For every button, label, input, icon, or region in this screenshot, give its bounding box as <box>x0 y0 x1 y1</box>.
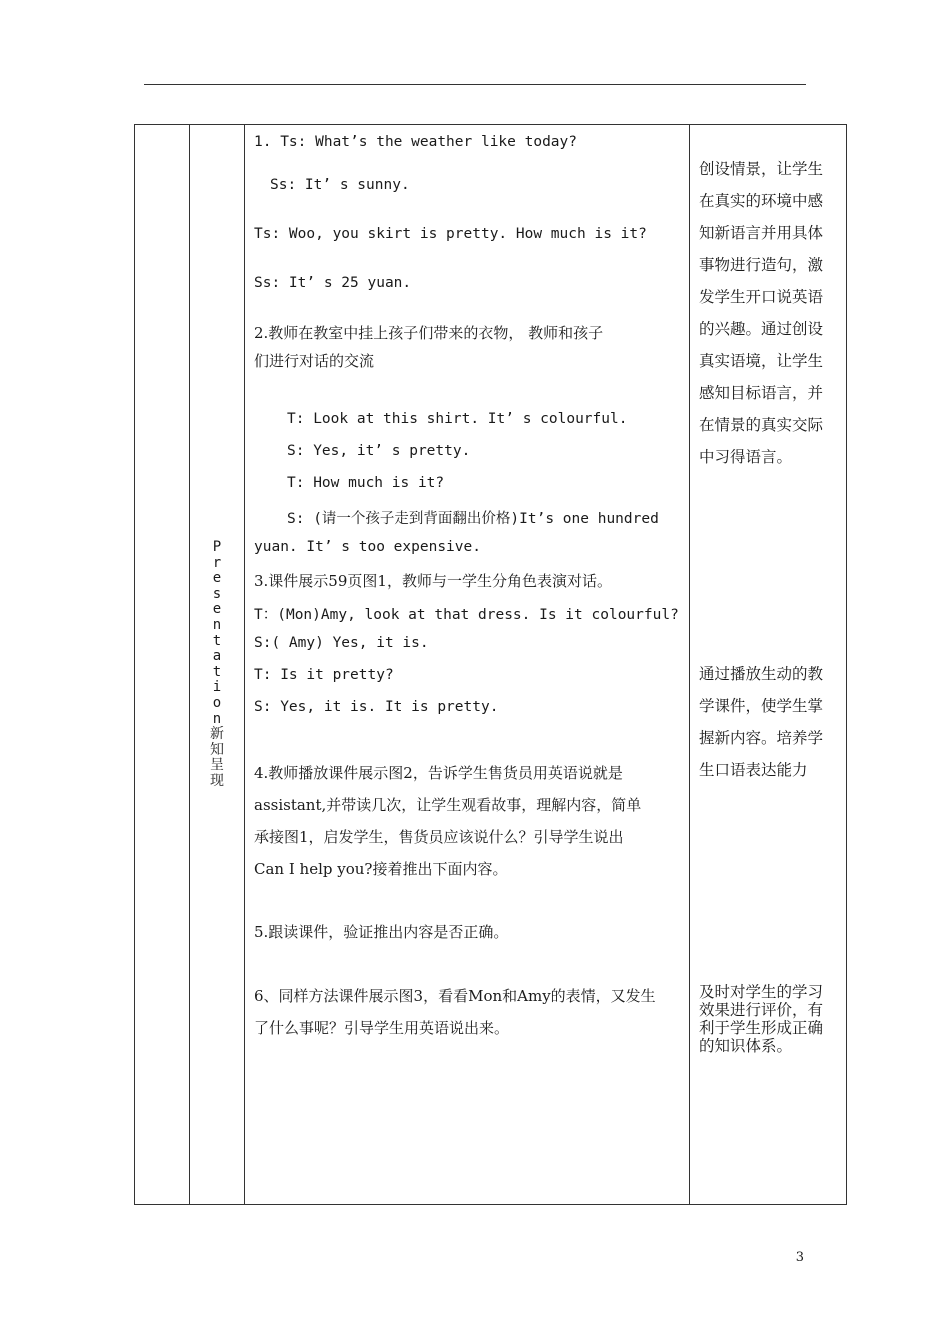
stage-label <box>190 540 244 790</box>
content-line: Can I help you?接着推出下面内容。 <box>254 860 508 878</box>
content-line: yuan. It’ s too expensive. <box>254 539 481 555</box>
stage-chinese: 新知呈现 <box>210 726 224 789</box>
content-line: S: (请一个孩子走到背面翻出价格)It’s one hundred <box>287 511 659 527</box>
content-line: 3.课件展示59页图1，教师与一学生分角色表演对话。 <box>254 572 612 590</box>
stage-english: Presentation <box>212 539 222 727</box>
content-line: 了什么事呢？引导学生用英语说出来。 <box>254 1019 510 1037</box>
content-line: S: Yes, it is. It is pretty. <box>254 699 499 715</box>
content-line: 们进行对话的交流 <box>254 352 375 370</box>
content-line: T：(Mon)Amy, look at that dress. Is it colourful? <box>254 607 679 623</box>
content-line: 承接图1，启发学生，售货员应该说什么？引导学生说出 <box>254 828 624 846</box>
content-line: T: How much is it? <box>287 475 445 491</box>
content-line: Ss: It’ s sunny. <box>270 177 410 193</box>
content-line: 1. Ts: What’s the weather like today? <box>254 134 578 150</box>
content-line: S:( Amy) Yes, it is. <box>254 635 429 651</box>
lesson-table <box>134 124 847 1205</box>
design-note: 创设情景，让学生 在真实的环境中感 知新语言并用具体 事物进行造句，激 发学生开口说英语 的兴趣。通过创设 真实语境，让学生 感知目标语言，并 在情景的真实交际 中习得语言。 <box>699 160 824 466</box>
content-line: T: Is it pretty? <box>254 667 394 683</box>
column-divider <box>689 125 690 1204</box>
content-line: Ts: Woo, you skirt is pretty. How much is it? <box>254 226 647 242</box>
content-line: 4.教师播放课件展示图2，告诉学生售货员用英语说就是 <box>254 764 623 782</box>
content-line: assistant,并带读几次，让学生观看故事，理解内容，简单 <box>254 796 642 814</box>
content-line: Ss: It’ s 25 yuan. <box>254 275 412 291</box>
content-line: T: Look at this shirt. It’ s colourful. <box>287 411 628 427</box>
page-number: 3 <box>795 1250 804 1265</box>
design-note: 及时对学生的学习 效果进行评价，有 利于学生形成正确 的知识体系。 <box>699 983 824 1055</box>
content-line: 5.跟读课件，验证推出内容是否正确。 <box>254 923 509 941</box>
content-line: 6、同样方法课件展示图3，看看Mon和Amy的表情，又发生 <box>254 987 656 1005</box>
content-line: 2.教师在教室中挂上孩子们带来的衣物， 教师和孩子 <box>254 324 604 342</box>
header-rule <box>144 84 806 85</box>
content-line: S: Yes, it’ s pretty. <box>287 443 471 459</box>
design-note: 通过播放生动的教 学课件，使学生掌 握新内容。培养学 生口语表达能力 <box>699 665 824 779</box>
column-divider <box>244 125 245 1204</box>
